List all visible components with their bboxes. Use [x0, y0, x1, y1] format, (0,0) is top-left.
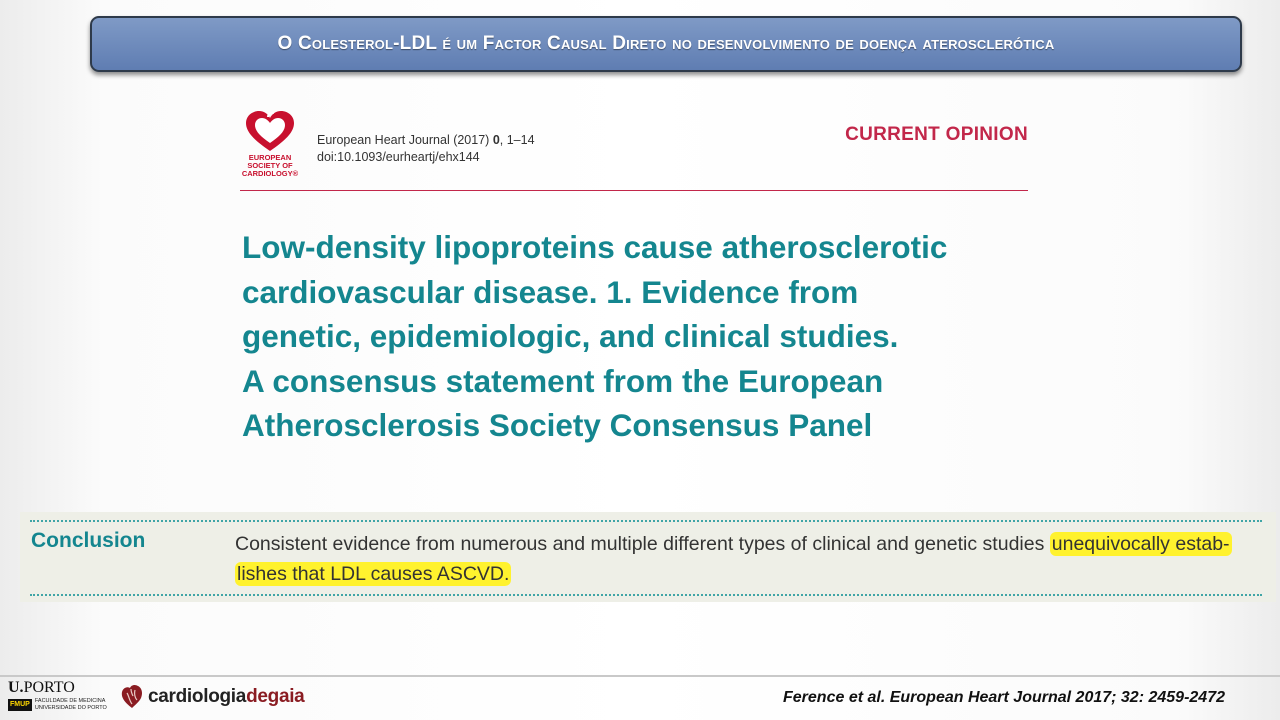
article-title: Low-density lipoproteins cause atherosclerotic cardiovascular disease. 1. Evidence from genetic, epidemiologic, and clinical studies. A consensus statement from the European Atherosclerosis Society Consensus Panel — [242, 229, 948, 443]
fmup-badge: FMUP — [8, 699, 32, 711]
conclusion-highlight-2: lishes that LDL causes ASCVD. — [237, 563, 510, 585]
slide-title: O Colesterol-LDL é um Factor Causal Direto no desenvolvimento de doença aterosclerótica — [277, 33, 1055, 54]
citation: Ference et al. European Heart Journal 2017; 32: 2459-2472 — [783, 689, 1225, 706]
uporto-logo: U.PORTO FMUP FACULDADE DE MEDICINA UNIVERSIDADE DO PORTO — [8, 679, 107, 711]
slide-title-bar — [90, 16, 1242, 72]
esc-logo — [240, 110, 300, 184]
footer-divider — [0, 675, 1280, 677]
header-divider — [240, 190, 1028, 191]
journal-info — [317, 132, 535, 166]
cardiologiadegaia-logo — [120, 683, 304, 711]
conclusion-label: Conclusion — [31, 529, 146, 552]
section-label: CURRENT OPINION — [845, 124, 1028, 145]
journal-citation-line: European Heart Journal (2017) 0, 1–14 — [317, 133, 535, 147]
conclusion-highlight: unequivocally estab- — [1051, 533, 1230, 555]
conclusion-box — [20, 512, 1276, 602]
heart-anatomy-icon — [120, 684, 144, 710]
conclusion-text: Consistent evidence from numerous and multiple different types of clinical and genetic studies unequivocally estab- lishes that LDL causes ASCVD. — [235, 533, 1230, 585]
esc-heart-icon — [244, 110, 296, 154]
esc-logo-text: EUROPEAN SOCIETY OF CARDIOLOGY® — [241, 153, 299, 178]
dotted-divider-bottom — [30, 594, 1262, 596]
brand-name: cardiologiadegaia — [148, 686, 305, 707]
dotted-divider-top — [30, 520, 1262, 522]
journal-doi: doi:10.1093/eurheartj/ehx144 — [317, 150, 480, 164]
paper-header — [240, 110, 1028, 192]
